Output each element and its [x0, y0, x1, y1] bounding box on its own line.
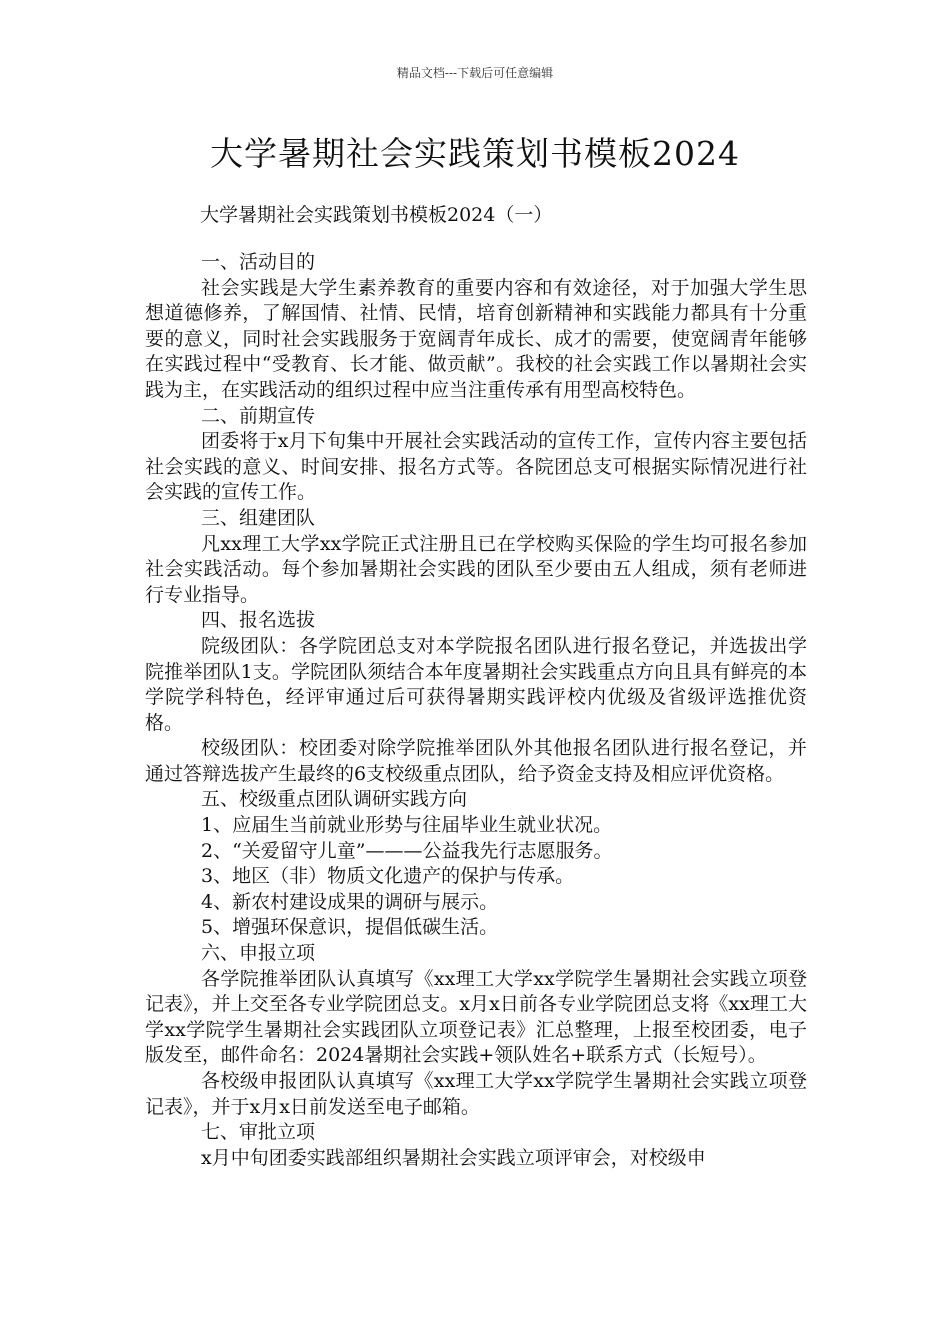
paragraph: 凡xx理工大学xx学院正式注册且已在学校购买保险的学生均可报名参加社会实践活动。每个参加暑期社会实践的团队至少要由五人组成，须有老师进行专业指导。 [145, 532, 807, 606]
section-heading: 七、审批立项 [201, 1121, 316, 1144]
document-title: 大学暑期社会实践策划书模板2024 [210, 134, 740, 173]
section-heading: 一、活动目的 [201, 251, 316, 273]
section-heading: 六、申报立项 [201, 942, 316, 965]
section-heading: 二、前期宣传 [201, 404, 316, 427]
list-item: 3、地区（非）物质文化遗产的保护与传承。 [201, 865, 575, 888]
paragraph: 团委将于x月下旬集中开展社会实践活动的宣传工作，宣传内容主要包括社会实践的意义、时间安排、报名方式等。各院团总支可根据实际情况进行社会实践的宣传工作。 [145, 430, 807, 504]
paragraph: x月中旬团委实践部组织暑期社会实践立项评审会，对校级申 [201, 1146, 706, 1169]
document-subtitle: 大学暑期社会实践策划书模板2024（一） [200, 204, 553, 226]
section-heading: 三、组建团队 [201, 506, 316, 529]
paragraph: 社会实践是大学生素养教育的重要内容和有效途径，对于加强大学生思想道德修养，了解国情、社情、民情，培育创新精神和实践能力都具有十分重要的意义，同时社会实践服务于宽阔青年成长、成才的需要，使宽阔青年能够在实践过程中“受教育、长才能、做贡献”。我校的社会实践工作以暑期社会实践为主，在实践活动的组织过程中应当注重传承有用型高校特色。 [145, 276, 807, 401]
paragraph: 各学院推举团队认真填写《xx理工大学xx学院学生暑期社会实践立项登记表》，并上交至各专业学院团总支。x月x日前各专业学院团总支将《xx理工大学xx学院学生暑期社会实践团队立项登记表》汇总整理，上报至校团委，电子版发至，邮件命名：2024暑期社会实践+领队姓名+联系方式（长短号）。 [145, 967, 807, 1067]
paragraph: 校级团队：校团委对除学院推举团队外其他报名团队进行报名登记，并通过答辩选拔产生最终的6支校级重点团队，给予资金支持及相应评优资格。 [145, 737, 807, 785]
section-heading: 四、报名选拔 [201, 609, 316, 632]
document-body [145, 250, 807, 1171]
list-item: 2、“关爱留守儿童”———公益我先行志愿服务。 [201, 839, 613, 862]
paragraph: 各校级申报团队认真填写《xx理工大学xx学院学生暑期社会实践立项登记表》，并于x月x日前发送至电子邮箱。 [145, 1070, 807, 1118]
paragraph: 院级团队：各学院团总支对本学院报名团队进行报名登记，并选拔出学院推举团队1支。学院团队须结合本年度暑期社会实践重点方向且具有鲜亮的本学院学科特色，经评审通过后可获得暑期实践评校内优级及省级评选推优资格。 [145, 634, 807, 734]
page-header: 精品文档---下载后可任意编辑 [396, 66, 554, 80]
section-heading: 五、校级重点团队调研实践方向 [201, 788, 468, 811]
list-item: 5、增强环保意识，提倡低碳生活。 [201, 916, 499, 939]
list-item: 1、应届生当前就业形势与往届毕业生就业状况。 [201, 814, 613, 837]
list-item: 4、新农村建设成果的调研与展示。 [201, 890, 499, 913]
